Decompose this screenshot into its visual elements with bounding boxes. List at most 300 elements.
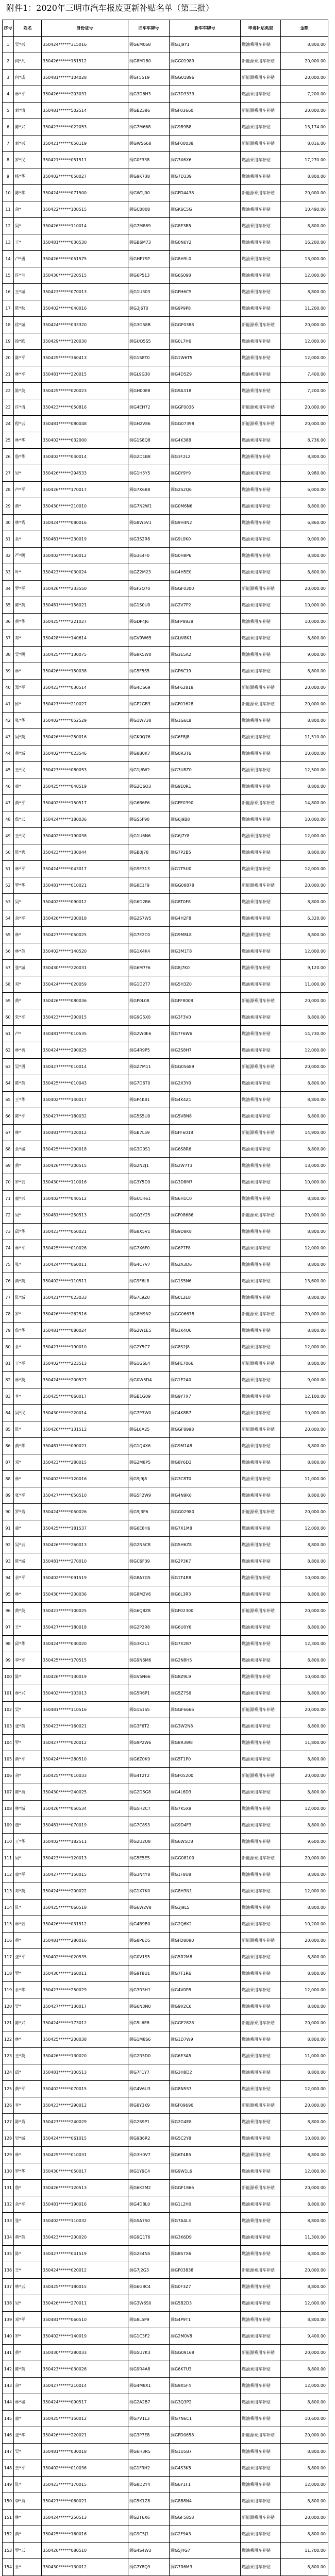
cell-subsidy-type: 新能源乘用车补贴 [241,1355,281,1372]
cell-name: 陈*秀 [14,1784,42,1801]
cell-serial: 112 [3,1867,14,1883]
cell-id-number: 350425******200018 [42,1141,128,1158]
cell-id-number: 350423******200015 [42,1009,128,1026]
cell-amount: 20,000.00 [281,1059,328,1075]
cell-amount: 8,800.00 [281,1537,328,1553]
cell-old-plate: 闽G4B9B0 [128,1916,170,1933]
cell-name: 吴* [14,894,42,910]
cell-name: 詹*华 [14,1323,42,1339]
cell-id-number: 350424******200022 [42,1883,128,1900]
cell-id-number: 350402******140017 [42,1092,128,1108]
cell-new-plate: 闽G6T4B5 [170,2147,241,2163]
cell-new-plate: 闽G6J7Y8 [170,828,241,844]
cell-old-plate: 闽G2E4N5 [128,2246,170,2262]
cell-subsidy-type: 燃油乘用车补贴 [241,284,281,300]
cell-subsidy-type: 燃油乘用车补贴 [241,1290,281,1306]
cell-new-plate: 闽G1S5N6 [170,1273,241,1290]
table-row [3,1224,328,1240]
table-row [3,1059,328,1075]
cell-subsidy-type: 燃油乘用车补贴 [241,894,281,910]
cell-new-plate: 闽G1J9Y1 [170,37,241,53]
cell-amount: 20,000.00 [281,1504,328,1520]
cell-name: 张*平 [14,1487,42,1504]
cell-subsidy-type: 新能源乘用车补贴 [241,1768,281,1784]
cell-serial: 20 [3,350,14,366]
cell-name: 罗*华 [14,2163,42,2180]
cell-new-plate: 闽G9H4N2 [170,515,241,531]
cell-id-number: 350426******130019 [42,1669,128,1685]
cell-name: 吴* [14,1998,42,2015]
cell-new-plate: 闽G2P3K7 [170,1553,241,1570]
table-row [3,284,328,300]
table-row [3,1570,328,1586]
cell-name: 詹*华 [14,449,42,465]
cell-name: 林* [14,2147,42,2163]
table-row [3,1652,328,1669]
cell-name: 林*平 [14,86,42,103]
cell-old-plate: 闽G8M1B0 [128,53,170,70]
cell-id-number: 350427******010014 [42,1059,128,1075]
cell-amount: 20,000.00 [281,2510,328,2526]
cell-amount: 8,800.00 [281,1965,328,1982]
cell-amount: 14,800.00 [281,795,328,811]
cell-new-plate: 闽G6S8R6 [170,1141,241,1158]
table-row [3,1520,328,1537]
cell-old-plate: 闽G4EH72 [128,399,170,416]
cell-id-number: 350430******110016 [42,1174,128,1191]
cell-new-plate: 闽GG08878 [170,877,241,894]
cell-new-plate: 闽G2V7P2 [170,597,241,614]
cell-amount: 20,000.00 [281,2097,328,2114]
cell-old-plate: 闽G7C8S3 [128,1817,170,1834]
table-row [3,960,328,976]
table-row [3,399,328,416]
cell-amount: 11,800.00 [281,1735,328,1751]
cell-subsidy-type: 燃油乘用车补贴 [241,1586,281,1603]
cell-name: 吴*勇 [14,1059,42,1075]
cell-id-number: 350481******502514 [42,103,128,119]
table-row [3,729,328,745]
cell-id-number: 350425******010043 [42,1075,128,1092]
cell-subsidy-type: 燃油乘用车补贴 [241,2460,281,2477]
cell-id-number: 350430******280033 [42,2345,128,2361]
cell-old-plate: 闽G3R3H1 [128,1982,170,1998]
cell-name: 卢*勇 [14,251,42,267]
cell-serial: 99 [3,1652,14,1669]
cell-serial: 67 [3,1125,14,1141]
cell-amount: 8,800.00 [281,630,328,647]
cell-amount: 7,400.00 [281,366,328,383]
table-row [3,465,328,482]
cell-serial: 124 [3,2064,14,2081]
cell-serial: 135 [3,2246,14,2262]
cell-name: 林*兴 [14,1685,42,1702]
cell-name: 黄*英 [14,1603,42,1619]
cell-name: 陈*英 [14,1075,42,1092]
header-serial: 序号 [3,20,14,37]
cell-subsidy-type: 燃油乘用车补贴 [241,300,281,317]
cell-subsidy-type [241,2575,281,2576]
cell-amount: 12,000.00 [281,2295,328,2312]
cell-name: 吴* [14,2295,42,2312]
cell-new-plate: 闽GLW8K1 [170,630,241,647]
cell-old-plate: 闽G9J3P6 [128,1504,170,1520]
table-row [3,2130,328,2147]
cell-new-plate: 闽G3X6X6 [170,152,241,168]
cell-amount: 14,730.00 [281,1026,328,1042]
cell-amount: 12,000.00 [281,2081,328,2097]
cell-amount: 13,000.00 [281,1158,328,1174]
cell-id-number: 350426******110014 [42,218,128,234]
cell-serial: 14 [3,251,14,267]
table-row [3,53,328,70]
cell-id-number: 350402******140019 [42,2328,128,2345]
cell-new-plate: 闽G2N8H5 [170,1652,241,1669]
cell-id-number: 350426******150038 [42,663,128,680]
table-row [3,2196,328,2213]
cell-amount: 10,490.00 [281,201,328,218]
cell-old-plate: 闽G8L5P9 [128,2312,170,2328]
cell-new-plate: 闽G8S7X6 [170,2246,241,2262]
cell-name: 王*英 [14,2048,42,2064]
cell-new-plate: 闽G3U8Z0 [170,762,241,778]
cell-id-number: 350424******280510 [42,1751,128,1768]
cell-new-plate: 闽GF05200 [170,1768,241,1784]
cell-new-plate: 闽G2G4E8 [170,2114,241,2130]
cell-id-number: 350423******160021 [42,1718,128,1735]
cell-new-plate: 闽G7P2B5 [170,844,241,861]
cell-name: 吴* [14,218,42,234]
cell-name: 林* [14,2510,42,2526]
cell-old-plate: 闽GZ7M11 [128,1059,170,1075]
cell-subsidy-type: 燃油乘用车补贴 [241,1388,281,1405]
table-row [3,795,328,811]
cell-serial: 102 [3,1702,14,1718]
cell-name: 邱*华 [14,1636,42,1652]
cell-name: 黄* [14,498,42,515]
cell-subsidy-type: 燃油乘用车补贴 [241,960,281,976]
table-row [3,1240,328,1257]
cell-name: 王*平 [14,2460,42,2477]
cell-id-number: 350427******050025 [42,927,128,943]
table-row [3,2015,328,2031]
cell-serial: 25 [3,432,14,449]
cell-amount: 8,800.00 [281,2493,328,2510]
cell-amount: 8,800.00 [281,2147,328,2163]
cell-subsidy-type: 新能源乘用车补贴 [241,317,281,333]
cell-serial: 104 [3,1735,14,1751]
cell-serial: 125 [3,2081,14,2097]
cell-serial: 76 [3,1273,14,1290]
cell-new-plate: 闽G1T4R8 [170,1570,241,1586]
cell-subsidy-type: 燃油乘用车补贴 [241,630,281,647]
table-row [3,2312,328,2328]
cell-old-plate: 闽G6H3R5 [128,2444,170,2460]
cell-subsidy-type: 燃油乘用车补贴 [241,2229,281,2246]
table-body [3,37,328,2576]
cell-new-plate: 闽G2F9A3 [170,2526,241,2543]
cell-subsidy-type: 新能源乘用车补贴 [241,1207,281,1224]
cell-old-plate: 闽G3H0V7 [128,2147,170,2163]
cell-amount: 8,800.00 [281,1998,328,2015]
cell-new-plate: 闽G9E0R1 [170,778,241,795]
cell-subsidy-type: 燃油乘用车补贴 [241,1883,281,1900]
cell-old-plate: 闽G4M8X1 [128,2378,170,2394]
table-row [3,1075,328,1092]
cell-id-number: 350427******050510 [42,1487,128,1504]
cell-subsidy-type: 燃油乘用车补贴 [241,1339,281,1355]
table-row [3,2444,328,2460]
cell-new-plate: 闽G5Z7S6 [170,1685,241,1702]
cell-new-plate: 闽GF03838 [170,2262,241,2279]
cell-name: 林* [14,663,42,680]
cell-old-plate: 闽GH0088 [128,383,170,399]
cell-subsidy-type: 燃油乘用车补贴 [241,1801,281,1817]
cell-serial: 91 [3,1520,14,1537]
table-row [3,515,328,531]
cell-subsidy-type: 燃油乘用车补贴 [241,86,281,103]
cell-subsidy-type: 燃油乘用车补贴 [241,2114,281,2130]
cell-name: 余* [14,531,42,548]
cell-amount: 12,000.00 [281,2163,328,2180]
cell-name: 朱*平 [14,1009,42,1026]
subsidy-table [2,20,328,2576]
cell-new-plate: 闽G0N6Y2 [170,234,241,251]
cell-name: 罗* [14,2328,42,2345]
table-row [3,614,328,630]
table-row [3,2295,328,2312]
cell-new-plate: 闽G9M1A8 [170,1438,241,1454]
cell-name: 邓* [14,976,42,993]
cell-amount: 12,000.00 [281,1883,328,1900]
cell-id-number: 350425******130075 [42,647,128,663]
cell-old-plate: 闽G6Z0K9 [128,1751,170,1768]
cell-new-plate: 闽G6U0Y6 [170,1619,241,1636]
cell-amount: 8,800.00 [281,1257,328,1273]
cell-old-plate: 闽G1W738 [128,713,170,729]
cell-serial: 31 [3,531,14,548]
cell-id-number: 350427******190010 [42,1339,128,1355]
table-row [3,135,328,152]
cell-old-plate: 闽G1D2T7 [128,976,170,993]
cell-amount: 8,800.00 [281,1619,328,1636]
cell-name: 徐*城 [14,317,42,333]
cell-new-plate: 闽G3Q3P2 [170,2394,241,2411]
cell-subsidy-type: 燃油乘用车补贴 [241,729,281,745]
cell-subsidy-type: 燃油乘用车补贴 [241,1685,281,1702]
cell-id-number: 350423******250029 [42,1982,128,1998]
cell-new-plate: 闽G3M1T8 [170,943,241,960]
cell-subsidy-type: 新能源乘用车补贴 [241,2427,281,2444]
cell-new-plate: 闽GF03660 [170,103,241,119]
cell-subsidy-type: 燃油乘用车补贴 [241,37,281,53]
cell-amount: 10,000.00 [281,1669,328,1685]
table-row [3,2048,328,2064]
table-row [3,1207,328,1224]
cell-subsidy-type: 新能源乘用车补贴 [241,53,281,70]
cell-name: 詹* [14,2180,42,2196]
cell-subsidy-type: 燃油乘用车补贴 [241,515,281,531]
cell-serial: 144 [3,2394,14,2411]
cell-id-number: 350424******071500 [42,185,128,201]
cell-old-plate: 闽GL9G30 [128,366,170,383]
cell-old-plate: 闽G7N2W1 [128,498,170,515]
cell-new-plate: 闽GG09168 [170,2345,241,2361]
cell-name: 林*秀 [14,1042,42,1059]
table-row [3,1454,328,1471]
cell-serial: 130 [3,2163,14,2180]
cell-amount: 17,270.00 [281,152,328,168]
table-row [3,861,328,877]
cell-id-number: 350428******140614 [42,630,128,647]
cell-id-number: 350426******203031 [42,86,128,103]
cell-subsidy-type: 燃油乘用车补贴 [241,1454,281,1471]
cell-new-plate: 闽GFD4438 [170,185,241,201]
cell-new-plate: 闽G0M6N6 [170,498,241,515]
cell-serial: 114 [3,1900,14,1916]
cell-serial: 113 [3,1883,14,1900]
cell-serial: 15 [3,267,14,284]
cell-old-plate: 闽G1U303 [128,284,170,300]
table-row [3,762,328,778]
cell-new-plate: 闽GGF0300 [170,581,241,597]
cell-old-plate: 闽G9E313 [128,861,170,877]
cell-id-number: 350481******104028 [42,70,128,86]
cell-serial: 127 [3,2114,14,2130]
table-row [3,1702,328,1718]
cell-name: 许*兰 [14,267,42,284]
cell-id-number: 350426******262516 [42,1306,128,1323]
table-row [3,1982,328,1998]
cell-id-number: 350402******103013 [42,1685,128,1702]
cell-new-plate: 闽G9X5F4 [170,2378,241,2394]
cell-serial: 42 [3,713,14,729]
cell-subsidy-type: 燃油乘用车补贴 [241,1916,281,1933]
cell-subsidy-type: 燃油乘用车补贴 [241,383,281,399]
cell-serial: 9 [3,168,14,185]
table-row [3,1372,328,1388]
cell-old-plate: 闽G9K738 [128,168,170,185]
cell-old-plate: 闽G8K5W0 [128,647,170,663]
cell-old-plate: 闽GC0808 [128,201,170,218]
cell-subsidy-type: 燃油乘用车补贴 [241,597,281,614]
cell-serial: 71 [3,1191,14,1207]
cell-old-plate: 闽G1C3F2 [128,2328,170,2345]
cell-id-number: 350426******031512 [42,1916,128,1933]
cell-id-number: 350424******090517 [42,2394,128,2411]
cell-new-plate: 闽G6K7U3 [170,2361,241,2378]
cell-amount: 7,200.00 [281,86,328,103]
cell-name: 罗* [14,1735,42,1751]
cell-serial: 73 [3,1224,14,1240]
cell-name: 童*平 [14,1867,42,1883]
cell-amount: 12,000.00 [281,2378,328,2394]
cell-name: 陈*城 [14,1553,42,1570]
cell-subsidy-type: 燃油乘用车补贴 [241,267,281,284]
cell-old-plate: 闽G2W0E6 [128,1026,170,1042]
cell-new-plate: 闽G7N6C1 [170,2411,241,2427]
cell-amount: 20,000.00 [281,2427,328,2444]
cell-name: 王* [14,234,42,251]
cell-amount: 8,800.00 [281,449,328,465]
table-row [3,1685,328,1702]
cell-id-number: 350423******030026 [42,2361,128,2378]
cell-new-plate: 闽GGF6666 [170,1702,241,1718]
cell-serial: 110 [3,1834,14,1850]
cell-id-number: 350426******260013 [42,1537,128,1553]
cell-serial: 57 [3,960,14,976]
table-row [3,1801,328,1817]
cell-name: 陈*城 [14,1290,42,1306]
cell-id-number: 350427******130017 [42,1998,128,2015]
table-row [3,2114,328,2130]
table-row [3,1784,328,1801]
cell-subsidy-type: 燃油乘用车补贴 [241,1438,281,1454]
table-row [3,1669,328,1685]
table-row [3,1108,328,1125]
cell-subsidy-type: 燃油乘用车补贴 [241,1652,281,1669]
cell-subsidy-type: 燃油乘用车补贴 [241,1900,281,1916]
cell-amount: 11,700.00 [281,2543,328,2559]
cell-id-number: 350423******130044 [42,844,128,861]
table-row [3,1537,328,1553]
cell-old-plate: 闽G9T8U1 [128,1965,170,1982]
cell-serial: 61 [3,1026,14,1042]
table-row [3,630,328,647]
cell-amount: 8,800.00 [281,2114,328,2130]
cell-subsidy-type: 燃油乘用车补贴 [241,1834,281,1850]
cell-old-plate: 闽G1F9H2 [128,2460,170,2477]
cell-serial: 53 [3,894,14,910]
cell-name: 吴* [14,1207,42,1224]
cell-subsidy-type: 燃油乘用车补贴 [241,1042,281,1059]
cell-old-plate: 闽G6G8C4 [128,2279,170,2295]
cell-name: 何*凡 [14,53,42,70]
cell-serial: 128 [3,2130,14,2147]
cell-id-number: 350481******280016 [42,1933,128,1949]
header-subsidy-type: 申请补贴类型 [241,20,281,37]
cell-amount: 8,800.00 [281,844,328,861]
cell-old-plate: 闽G1S0U0 [128,597,170,614]
cell-old-plate: 闽G3F6T2 [128,1718,170,1735]
cell-new-plate: 闽G4L6D3 [170,1784,241,1801]
cell-amount: 8,800.00 [281,1652,328,1669]
cell-subsidy-type: 燃油乘用车补贴 [241,976,281,993]
cell-subsidy-type: 新能源乘用车补贴 [241,2345,281,2361]
cell-serial: 51 [3,861,14,877]
cell-old-plate: 闽G2S9P1 [128,2114,170,2130]
cell-new-plate: 闽GF01628 [170,696,241,713]
cell-subsidy-type: 燃油乘用车补贴 [241,2279,281,2295]
cell-name: 余*平 [14,1570,42,1586]
cell-subsidy-type: 燃油乘用车补贴 [241,2130,281,2147]
cell-name: 陈*平 [14,350,42,366]
cell-name: 陈* [14,1900,42,1916]
cell-serial: 40 [3,680,14,696]
cell-serial: 66 [3,1108,14,1125]
cell-serial: 13 [3,234,14,251]
cell-amount: 8,800.00 [281,1685,328,1702]
cell-new-plate: 闽G6P7F8 [170,1240,241,1257]
cell-name: 王* [14,2262,42,2279]
cell-amount: 12,000.00 [281,1520,328,1537]
cell-serial: 89 [3,1487,14,1504]
cell-id-number: 350425******181537 [42,1520,128,1537]
table-row [3,432,328,449]
table-row [3,1290,328,1306]
cell-name: 邱* [14,2064,42,2081]
cell-amount: 8,800.00 [281,548,328,564]
